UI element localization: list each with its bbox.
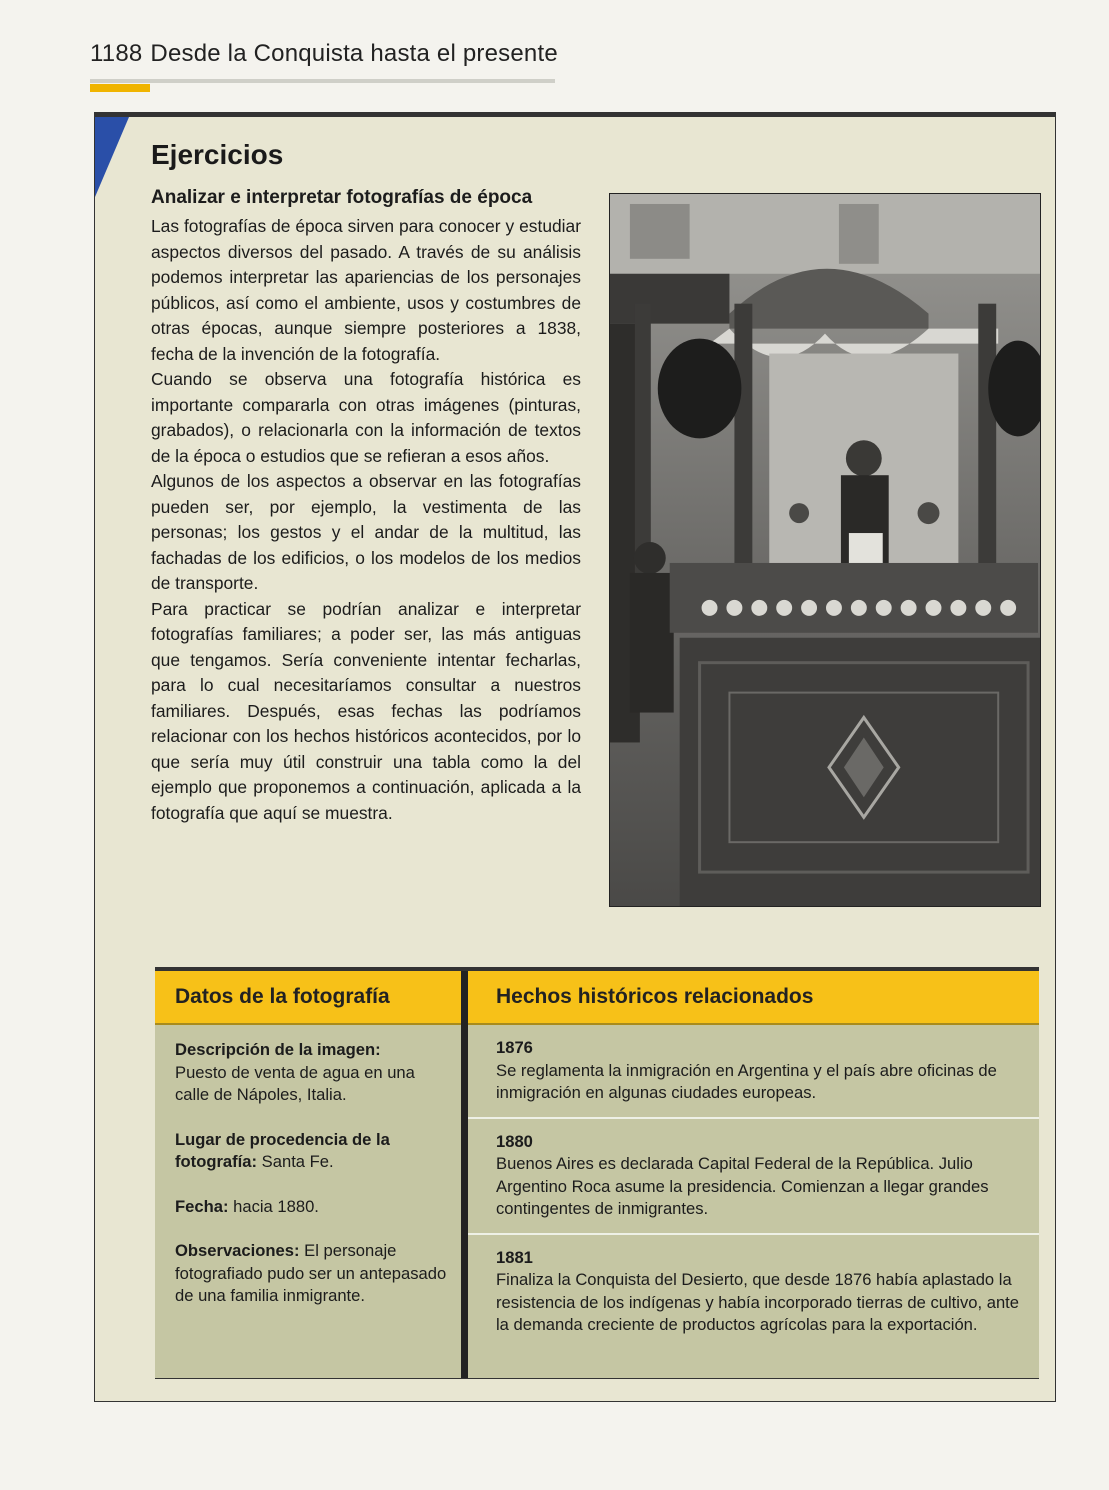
event-text: Buenos Aires es declarada Capital Federal de la República. Julio Argentino Roca asume la presidencia. Comienzan a llegar grandes contingentes de inmigrantes. — [496, 1154, 989, 1218]
chapter-title: Desde la Conquista hasta el presente — [150, 40, 558, 67]
event-row — [468, 1025, 1039, 1119]
description-label: Descripción de la imagen: — [175, 1040, 381, 1059]
historic-photo — [609, 193, 1041, 907]
event-row — [468, 1119, 1039, 1235]
water-stand-photo-illustration — [610, 194, 1040, 906]
section-title: Ejercicios — [151, 139, 284, 170]
event-year: 1876 — [496, 1038, 533, 1057]
column-divider — [461, 971, 468, 1378]
photo-data-cell — [155, 1025, 461, 1308]
origin-value: Santa Fe. — [261, 1152, 334, 1171]
body-text — [151, 214, 581, 826]
event-row — [468, 1235, 1039, 1349]
event-text: Finaliza la Conquista del Desierto, que desde 1876 había aplastado la resistencia de los indígenas y había incorporado tierras de cultivo, ante la demanda creciente de productos agrícolas para la exportación. — [496, 1270, 1020, 1334]
observations-label: Observaciones: — [175, 1241, 300, 1260]
photo-analysis-table — [155, 967, 1039, 1379]
page-header — [90, 40, 558, 68]
description-value: Puesto de venta de agua en una calle de Nápoles, Italia. — [175, 1062, 415, 1104]
observations-item — [175, 1240, 447, 1308]
event-text: Se reglamenta la inmigración en Argentina y el país abre oficinas de inmigración en algunas ciudades europeas. — [496, 1060, 997, 1102]
origin-label: Lugar de procedencia de la fotografía: — [175, 1129, 390, 1171]
photo-data-column — [155, 971, 461, 1378]
paragraph: Cuando se observa una fotografía histórica es importante compararla con otras imágenes (pinturas, grabados), o relacionarla con la información de textos de la época o estudios que se refieran a esos años. — [151, 369, 581, 466]
date-value: hacia 1880. — [233, 1196, 319, 1216]
event-year: 1881 — [496, 1247, 533, 1267]
header-accent-bar — [90, 84, 150, 92]
header-rule — [90, 79, 555, 83]
date-item — [175, 1196, 447, 1219]
description-item — [175, 1039, 447, 1107]
historical-events-header: Hechos históricos relacionados — [468, 971, 1039, 1025]
event-year: 1880 — [496, 1131, 533, 1151]
origin-item — [175, 1129, 447, 1174]
paragraph: Algunos de los aspectos a observar en las fotografías pueden ser, por ejemplo, la vestimenta de las personas; los gestos y el andar de la multitud, las fachadas de los edificios, o los modelos de los medios de transporte. — [151, 471, 581, 593]
historical-events-column — [468, 971, 1039, 1378]
page-number: 1188 — [90, 40, 143, 67]
exercise-box — [94, 112, 1056, 1402]
paragraph: Las fotografías de época sirven para conocer y estudiar aspectos diversos del pasado. A través de su análisis podemos interpretar las apariencias de los personajes públicos, así como el ambiente, usos y costumbres de otras épocas, aunque siempre posteriores a 1838, fecha de la invención de la fotografía. — [151, 216, 581, 364]
corner-triangle — [95, 117, 129, 197]
paragraph: Para practicar se podrían analizar e interpretar fotografías familiares; a poder ser, las más antiguas que tengamos. Sería conveniente intentar fecharlas, para lo cual necesitaríamos consultar a nuestros familiares. Después, esas fechas las podríamos relacionar con los hechos históricos acontecidos, por lo que sería muy útil construir una tabla como la del ejemplo que proponemos a continuación, aplicada a la fotografía que aquí se muestra. — [151, 598, 581, 823]
date-label: Fecha: — [175, 1196, 229, 1216]
section-subtitle: Analizar e interpretar fotografías de época — [151, 187, 533, 208]
photo-data-header: Datos de la fotografía — [155, 971, 461, 1025]
observations-value: El personaje fotografiado pudo ser un antepasado de una familia inmigrante. — [175, 1241, 447, 1305]
